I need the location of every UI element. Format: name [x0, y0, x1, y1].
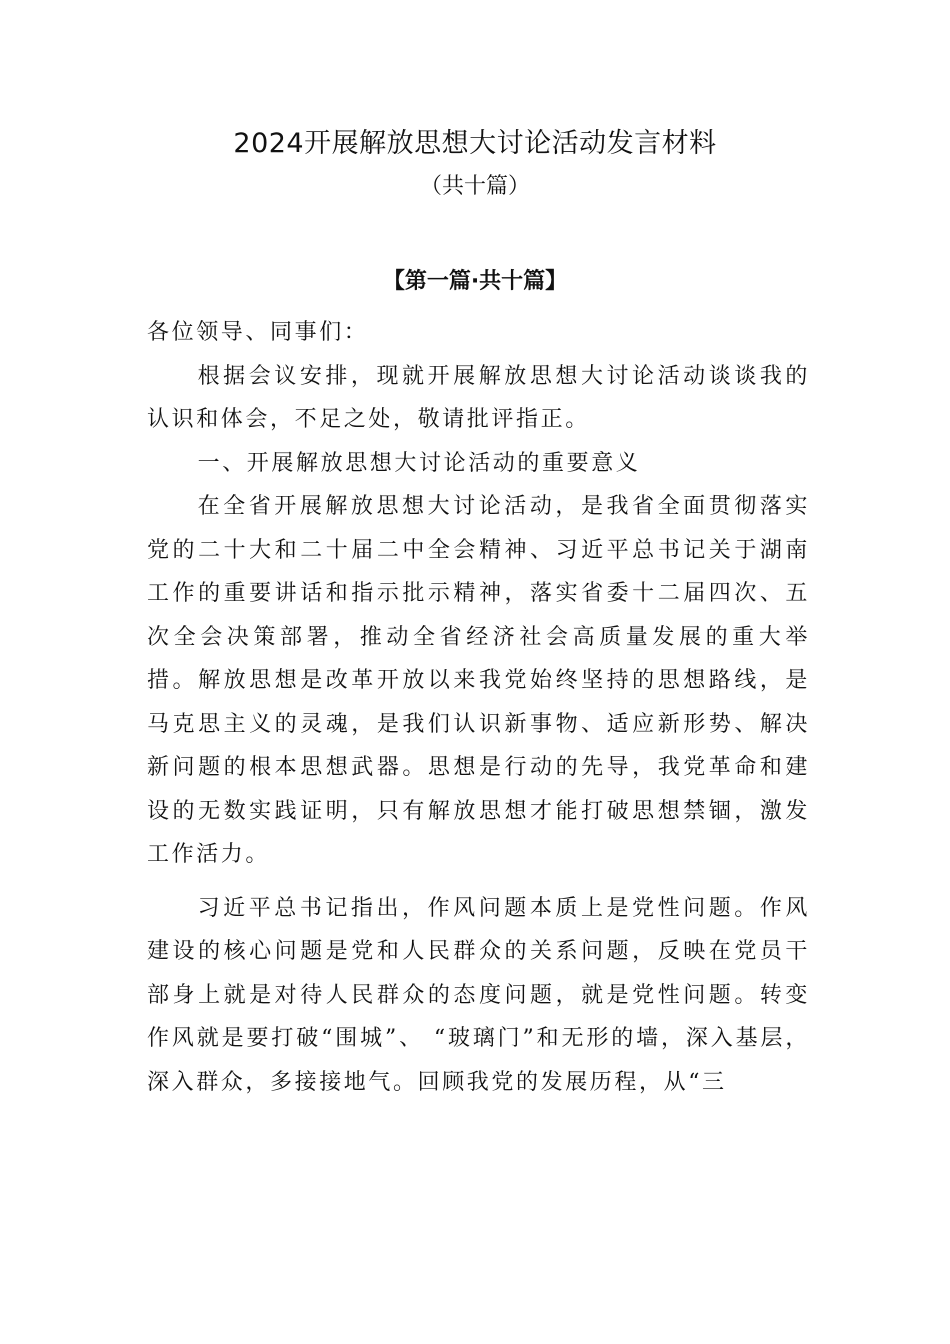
paragraph-intro: 根据会议安排，现就开展解放思想大讨论活动谈谈我的认识和体会，不足之处，敬请批评指正。: [147, 363, 810, 432]
section-heading: 【第一篇·共十篇】: [382, 269, 568, 294]
paragraph-heading-one: 一、开展解放思想大讨论活动的重要意义: [197, 450, 641, 476]
salutation: 各位领导、同事们：: [147, 320, 369, 345]
paragraph-significance: 在全省开展解放思想大讨论活动，是我省全面贯彻落实党的二十大和二十届二中全会精神、习近平总书记关于湖南工作的重要讲话和指示批示精神，落实省委十二届四次、五次全会决策部署，推动全省经济社会高质量发展的重大举措。解放思想是改革开放以来我党始终坚持的思想路线，是马克思主义的灵魂，是我们认识新事物、适应新形势、解决新问题的根本思想武器。思想是行动的先导，我党革命和建设的无数实践证明，只有解放思想才能打破思想禁锢，激发工作活力。: [147, 494, 810, 867]
paragraph-work-style: 习近平总书记指出，作风问题本质上是党性问题。作风建设的核心问题是党和人民群众的关系问题，反映在党员干部身上就是对待人民群众的态度问题，就是党性问题。转变作风就是要打破“围城”、 “玻璃门”和无形的墙，深入基层，深入群众，多接接地气。回顾我党的发展历程，从“三: [147, 895, 810, 1095]
document-body: [147, 311, 810, 1104]
document-subtitle: （共十篇）: [419, 174, 530, 199]
document-title: 2024开展解放思想大讨论活动发言材料: [233, 128, 717, 159]
